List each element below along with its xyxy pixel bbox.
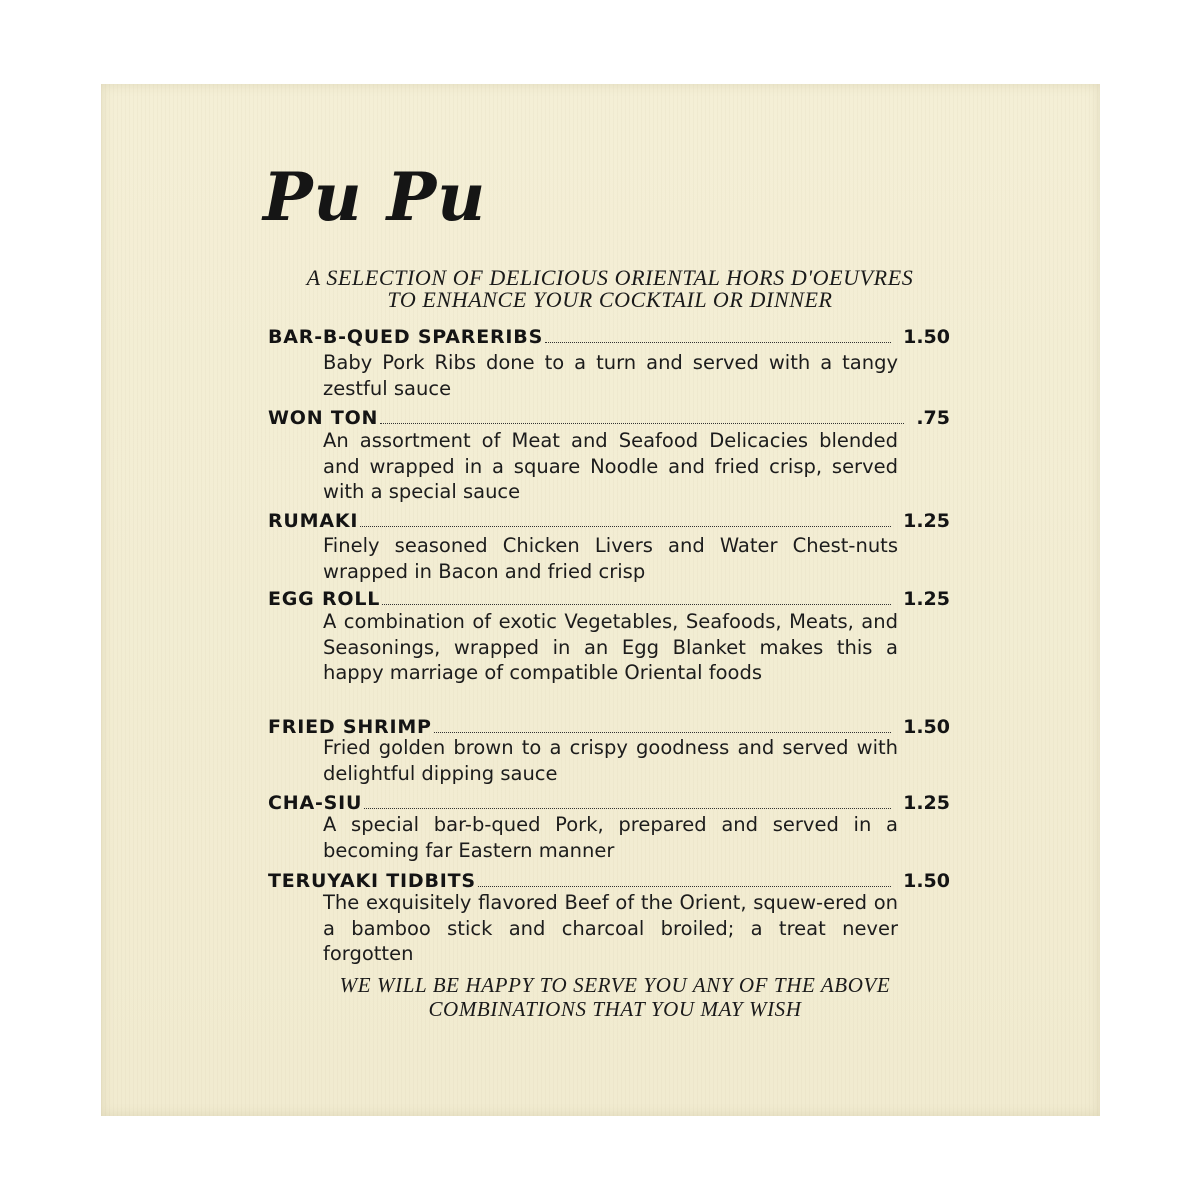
- menu-item-header: [268, 788, 950, 814]
- menu-item-description: An assortment of Meat and Seafood Delicacies blended and wrapped in a square Noodle and fried crisp, served with a special sauce: [323, 429, 898, 503]
- menu-item-name: TERUYAKI TIDBITS: [268, 870, 476, 892]
- menu-item-header: [268, 403, 950, 429]
- menu-item-header: [268, 322, 950, 348]
- menu-item-price: 1.25: [903, 510, 950, 532]
- menu-item-name: RUMAKI: [268, 510, 359, 532]
- menu-item-description: A special bar-b-qued Pork, prepared and served in a becoming far Eastern manner: [323, 813, 898, 862]
- menu-footer-line1: WE WILL BE HAPPY TO SERVE YOU ANY OF THE ABOVE: [339, 973, 891, 997]
- dotted-leader: [434, 732, 891, 733]
- menu-item-header: [268, 506, 950, 532]
- menu-footer-line2: COMBINATIONS THAT YOU MAY WISH: [428, 997, 802, 1021]
- menu-item-description: Baby Pork Ribs done to a turn and served with a tangy zestful sauce: [323, 351, 898, 400]
- menu-subtitle-line2: TO ENHANCE YOUR COCKTAIL OR DINNER: [387, 287, 833, 312]
- menu-item-price: 1.25: [903, 588, 950, 610]
- menu-item-description: Fried golden brown to a crispy goodness and served with delightful dipping sauce: [323, 736, 898, 785]
- menu-item-price: 1.50: [903, 870, 950, 892]
- menu-item-name: BAR-B-QUED SPARERIBS: [268, 326, 544, 348]
- menu-subtitle-line1: A SELECTION OF DELICIOUS ORIENTAL HORS D'OEUVRES: [306, 265, 914, 290]
- menu-title: Pu Pu: [263, 158, 487, 236]
- menu-item-header: [268, 866, 950, 892]
- menu-item-price: 1.50: [903, 326, 950, 348]
- dotted-leader: [380, 423, 904, 424]
- dotted-leader: [478, 886, 891, 887]
- menu-item-price: 1.25: [903, 792, 950, 814]
- menu-item-description: Finely seasoned Chicken Livers and Water Chest-nuts wrapped in Bacon and fried crisp: [323, 534, 898, 583]
- menu-item-name: CHA-SIU: [268, 792, 363, 814]
- menu-item-description: A combination of exotic Vegetables, Seafoods, Meats, and Seasonings, wrapped in an Egg Blanket makes this a happy marriage of compatible Oriental foods: [323, 610, 898, 684]
- dotted-leader: [360, 526, 891, 527]
- dotted-leader: [382, 604, 891, 605]
- menu-item-name: EGG ROLL: [268, 588, 381, 610]
- menu-item-header: [268, 584, 950, 610]
- menu-item-description: The exquisitely flavored Beef of the Orient, squew-ered on a bamboo stick and charcoal broiled; a treat never forgotten: [323, 891, 898, 965]
- dotted-leader: [545, 342, 891, 343]
- menu-item-name: WON TON: [268, 407, 379, 429]
- menu-item-price: .75: [916, 407, 950, 429]
- menu-item-price: 1.50: [903, 716, 950, 738]
- menu-item-name: FRIED SHRIMP: [268, 716, 432, 738]
- dotted-leader: [364, 808, 891, 809]
